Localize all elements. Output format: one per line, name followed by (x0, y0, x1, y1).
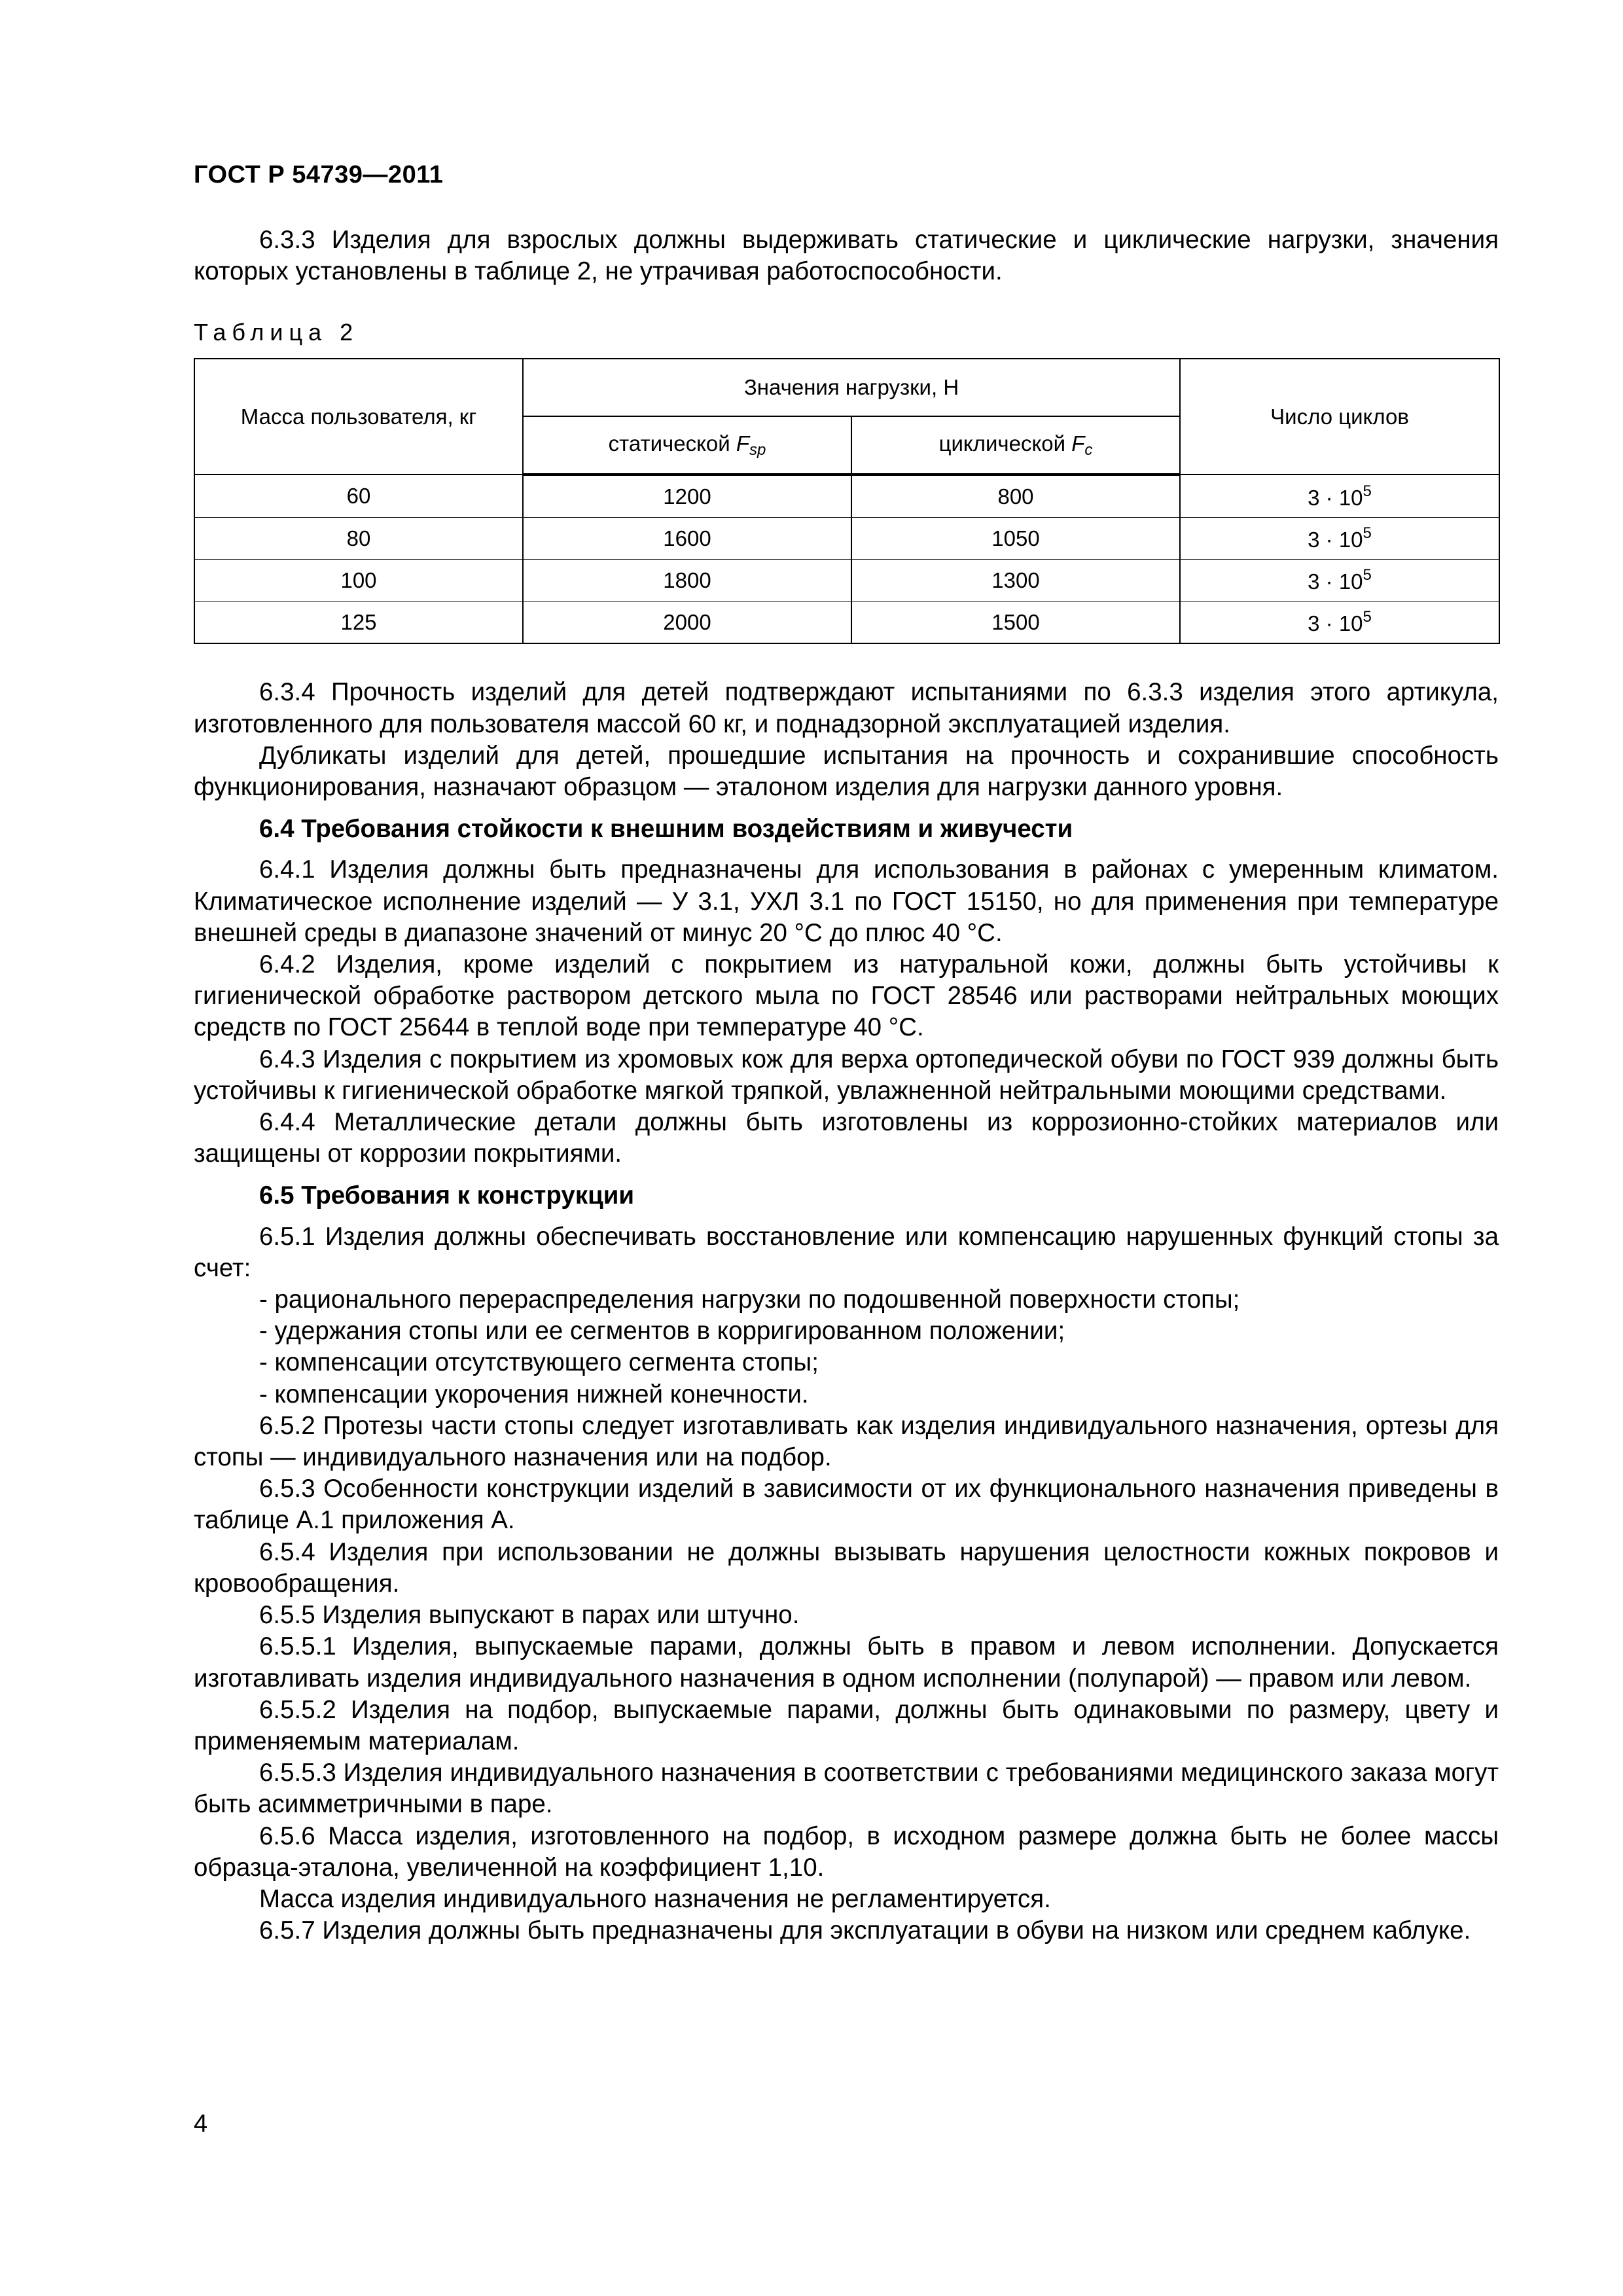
header-static: статической $F_{sp}$ (523, 416, 851, 475)
paragraph-6-5-6: 6.5.6 Масса изделия, изготовленного на подбор, в исходном размере должна быть не более массы образца-эталона, увеличенной на коэффициент 1,10. (194, 1821, 1499, 1882)
paragraph-6-4-3: 6.4.3 Изделия с покрытием из хромовых кож для верха ортопедической обуви по ГОСТ 939 должны быть устойчивы к гигиенической обработке мягкой тряпкой, увлажненной нейтральными моющими средствами. (194, 1045, 1499, 1105)
cell-cycles: $3 \cdot 10^5$ (1180, 475, 1499, 518)
table-row (194, 518, 1499, 560)
paragraph-duplicates: Дубликаты изделий для детей, прошедшие испытания на прочность и сохранившие способность функционирования, назначают образцом — эталоном изделия для нагрузки данного уровня. (194, 741, 1499, 802)
table-row (194, 601, 1499, 644)
paragraph-mass-individual: Масса изделия индивидуального назначения не регламентируется. (259, 1884, 1051, 1913)
cell-static: 1600 (523, 518, 851, 560)
paragraph-6-5-3: 6.5.3 Особенности конструкции изделий в зависимости от их функционального назначения приведены в таблице А.1 приложения А. (194, 1475, 1499, 1535)
cell-static: 1200 (523, 475, 851, 518)
cell-static: 2000 (523, 601, 851, 644)
cell-mass: 80 (194, 518, 523, 560)
paragraph-6-3-3: 6.3.3 Изделия для взрослых должны выдерживать статические и циклические нагрузки, значения которых установлены в таблице 2, не утрачивая работоспособности. (194, 226, 1499, 286)
page-content (194, 224, 1499, 1946)
table-row (194, 475, 1499, 518)
paragraph-6-5-5-3: 6.5.5.3 Изделия индивидуального назначения в соответствии с требованиями медицинского заказа могут быть асимметричными в паре. (194, 1759, 1499, 1819)
cell-mass: 100 (194, 560, 523, 601)
load-table (194, 358, 1500, 644)
header-mass: Масса пользователя, кг (194, 359, 523, 475)
document-header: ГОСТ Р 54739—2011 (194, 161, 444, 188)
list-item: - компенсации укорочения нижней конечности. (259, 1380, 809, 1408)
header-load: Значения нагрузки, Н (523, 359, 1180, 416)
paragraph-6-5-5-2: 6.5.5.2 Изделия на подбор, выпускаемые парами, должны быть одинаковыми по размеру, цвету и применяемым материалам. (194, 1695, 1499, 1755)
paragraph-6-5-5: 6.5.5 Изделия выпускают в парах или штучно. (259, 1601, 800, 1630)
paragraph-6-5-5-1: 6.5.5.1 Изделия, выпускаемые парами, должны быть в правом и левом исполнении. Допускается изготавливать изделия индивидуального назначения в одном исполнении (полупарой) — правом или левом. (194, 1632, 1499, 1693)
cell-cyclic: 1050 (851, 518, 1180, 560)
cell-mass: 125 (194, 601, 523, 644)
section-heading-6-4: 6.4 Требования стойкости к внешним воздействиям и живучести (259, 815, 1073, 844)
paragraph-6-4-1: 6.4.1 Изделия должны быть предназначены для использования в районах с умеренным климатом. Климатическое исполнение изделий — У 3.1, УХЛ 3.1 по ГОСТ 15150, но для применения при температуре внешней среды в диапазоне значений от минус 20 °C до плюс 40 °C. (194, 855, 1499, 947)
paragraph-6-5-7: 6.5.7 Изделия должны быть предназначены для эксплуатации в обуви на низком или среднем каблуке. (259, 1916, 1471, 1945)
cell-cycles: $3 \cdot 10^5$ (1180, 560, 1499, 601)
table-caption: Таблица 2 (194, 319, 359, 346)
paragraph-6-5-2: 6.5.2 Протезы части стопы следует изготавливать как изделия индивидуального назначения, ортезы для стопы — индивидуального назначения или на подбор. (194, 1411, 1499, 1472)
cell-cyclic: 800 (851, 475, 1180, 518)
section-heading-6-5: 6.5 Требования к конструкции (259, 1181, 635, 1210)
table-row (194, 560, 1499, 601)
cell-cyclic: 1300 (851, 560, 1180, 601)
paragraph-6-4-2: 6.4.2 Изделия, кроме изделий с покрытием из натуральной кожи, должны быть устойчивы к гигиенической обработке раствором детского мыла по ГОСТ 28546 или растворами нейтральных моющих средств по ГОСТ 25644 в теплой воде при температуре 40 °C. (194, 950, 1499, 1042)
cell-static: 1800 (523, 560, 851, 601)
cell-cyclic: 1500 (851, 601, 1180, 644)
header-cycles: Число циклов (1180, 359, 1499, 475)
list-item: - удержания стопы или ее сегментов в корригированном положении; (259, 1317, 1065, 1346)
header-cyclic: циклической $F_c$ (851, 416, 1180, 475)
paragraph-6-4-4: 6.4.4 Металлические детали должны быть изготовлены из коррозионно-стойких материалов или защищены от коррозии покрытиями. (194, 1108, 1499, 1168)
cell-mass: 60 (194, 475, 523, 518)
paragraph-6-3-4: 6.3.4 Прочность изделий для детей подтверждают испытаниями по 6.3.3 изделия этого артикула, изготовленного для пользователя массой 60 кг, и поднадзорной эксплуатацией изделия. (194, 678, 1499, 738)
cell-cycles: $3 \cdot 10^5$ (1180, 601, 1499, 644)
page-number: 4 (194, 2110, 208, 2138)
paragraph-6-5-4: 6.5.4 Изделия при использовании не должны вызывать нарушения целостности кожных покровов и кровообращения. (194, 1537, 1499, 1598)
cell-cycles: $3 \cdot 10^5$ (1180, 518, 1499, 560)
list-item: - рационального перераспределения нагрузки по подошвенной поверхности стопы; (259, 1285, 1240, 1314)
paragraph-6-5-1: 6.5.1 Изделия должны обеспечивать восстановление или компенсацию нарушенных функций стопы за счет: (194, 1222, 1499, 1282)
list-item: - компенсации отсутствующего сегмента стопы; (259, 1348, 819, 1377)
